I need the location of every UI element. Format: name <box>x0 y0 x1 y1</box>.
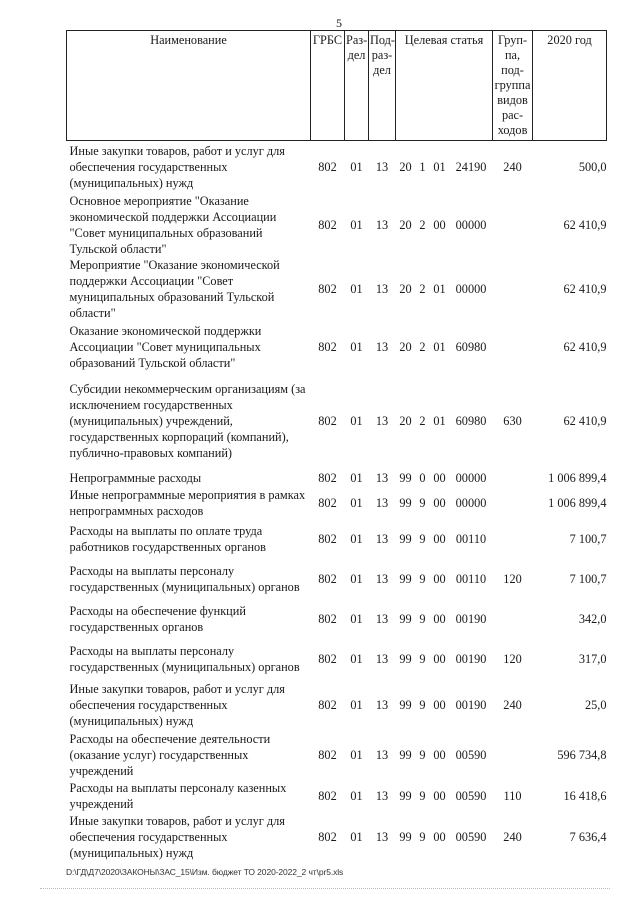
cell-expense-group <box>493 731 533 779</box>
cell-podrazdel: 13 <box>375 788 389 803</box>
cell-razdel: 01 <box>350 413 363 428</box>
cell-target-event: 00 <box>433 651 446 666</box>
cell-target-event: 01 <box>433 339 446 354</box>
cell-target-program: 20 <box>399 339 412 354</box>
header-razdel: Раз-дел <box>345 31 369 141</box>
cell-target-event: 01 <box>433 413 446 428</box>
cell-razdel: 01 <box>350 829 363 844</box>
cell-target-direction: 60980 <box>455 339 487 354</box>
cell-name: Субсидии некоммерческим организациям (за исключением государственных (муниципальных) учреждений, государственных корпораций (компаний), публично-правовых компаний) <box>69 381 306 460</box>
cell-target-direction: 00000 <box>455 495 487 510</box>
cell-podrazdel: 13 <box>375 159 389 174</box>
cell-expense-group: 240 <box>503 697 522 712</box>
cell-podrazdel: 13 <box>375 651 389 666</box>
cell-name: Мероприятие "Оказание экономической поддержки Ассоциации "Совет муниципальных образований Тульской области" <box>69 257 280 320</box>
cell-target-subprogram: 9 <box>419 531 426 546</box>
cell-target-direction: 24190 <box>455 159 487 174</box>
cell-target-event: 00 <box>433 611 446 626</box>
cell-target-event: 01 <box>433 281 446 296</box>
cell-target-program: 20 <box>399 413 412 428</box>
cell-target-direction: 00000 <box>455 217 487 232</box>
cell-name: Расходы на выплаты по оплате труда работников государственных органов <box>69 523 266 554</box>
cell-target-program: 99 <box>399 611 412 626</box>
cell-podrazdel: 13 <box>375 495 389 510</box>
cell-amount: 7 100,7 <box>569 531 607 546</box>
cell-grbs: 802 <box>318 651 337 666</box>
table-row <box>67 487 607 519</box>
cell-grbs: 802 <box>318 339 337 354</box>
cell-name: Расходы на выплаты персоналу государственных (муниципальных) органов <box>69 643 300 674</box>
cell-name: Расходы на обеспечение функций государственных органов <box>69 603 246 634</box>
cell-razdel: 01 <box>350 697 363 712</box>
cell-grbs: 802 <box>318 159 337 174</box>
table-row <box>67 469 607 487</box>
cell-podrazdel: 13 <box>375 747 389 762</box>
cell-podrazdel: 13 <box>375 281 389 296</box>
cell-podrazdel: 13 <box>375 339 389 354</box>
cell-amount: 62 410,9 <box>563 413 607 428</box>
budget-table <box>66 30 607 861</box>
cell-target-event: 00 <box>433 571 446 586</box>
cell-grbs: 802 <box>318 531 337 546</box>
cell-expense-group: 630 <box>503 413 522 428</box>
cell-expense-group: 120 <box>503 651 522 666</box>
header-podrazdel: Под-раз-дел <box>369 31 396 141</box>
cell-expense-group: 110 <box>503 788 522 803</box>
scan-artifact-line <box>40 888 610 889</box>
cell-target-program: 20 <box>399 281 412 296</box>
cell-podrazdel: 13 <box>375 571 389 586</box>
cell-expense-group <box>493 519 533 559</box>
cell-target-program: 99 <box>399 531 412 546</box>
cell-amount: 62 410,9 <box>563 339 607 354</box>
cell-target-subprogram: 9 <box>419 571 426 586</box>
cell-name: Основное мероприятие "Оказание экономической поддержки Ассоциации "Совет муниципальных образований Тульской области" <box>69 193 277 256</box>
cell-target-event: 00 <box>433 747 446 762</box>
table-row <box>67 559 607 599</box>
page-number: 5 <box>336 16 342 30</box>
table-row <box>67 141 607 193</box>
header-expense-group: Груп-па, под-группа видов рас-ходов <box>493 31 533 141</box>
cell-razdel: 01 <box>350 788 363 803</box>
cell-target-event: 00 <box>433 788 446 803</box>
cell-amount: 25,0 <box>585 697 607 712</box>
cell-target-direction: 60980 <box>455 413 487 428</box>
cell-name: Иные закупки товаров, работ и услуг для обеспечения государственных (муниципальных) нужд <box>69 143 285 190</box>
cell-target-subprogram: 9 <box>419 788 426 803</box>
cell-target-program: 99 <box>399 788 412 803</box>
cell-razdel: 01 <box>350 217 363 232</box>
cell-target-program: 99 <box>399 651 412 666</box>
cell-podrazdel: 13 <box>375 531 389 546</box>
cell-name: Иные закупки товаров, работ и услуг для обеспечения государственных (муниципальных) нужд <box>69 813 285 860</box>
table-row <box>67 779 607 813</box>
cell-target-subprogram: 9 <box>419 611 426 626</box>
cell-expense-group: 240 <box>503 159 522 174</box>
cell-expense-group <box>493 257 533 321</box>
cell-amount: 500,0 <box>578 159 607 174</box>
cell-expense-group <box>493 599 533 639</box>
cell-target-program: 99 <box>399 829 412 844</box>
cell-target-program: 20 <box>399 217 412 232</box>
cell-razdel: 01 <box>350 495 363 510</box>
table-row <box>67 639 607 679</box>
cell-name: Иные закупки товаров, работ и услуг для обеспечения государственных (муниципальных) нужд <box>69 681 285 728</box>
cell-name: Расходы на обеспечение деятельности (оказание услуг) государственных учреждений <box>69 731 271 778</box>
cell-target-subprogram: 9 <box>419 747 426 762</box>
cell-name: Расходы на выплаты персоналу казенных учреждений <box>69 780 287 811</box>
cell-target-direction: 00190 <box>455 651 487 666</box>
header-year-2020: 2020 год <box>533 31 607 141</box>
cell-podrazdel: 13 <box>375 697 389 712</box>
cell-target-direction: 00000 <box>455 470 487 485</box>
cell-amount: 596 734,8 <box>557 747 607 762</box>
cell-expense-group <box>493 469 533 487</box>
cell-grbs: 802 <box>318 413 337 428</box>
cell-amount: 62 410,9 <box>563 281 607 296</box>
cell-grbs: 802 <box>318 788 337 803</box>
cell-razdel: 01 <box>350 281 363 296</box>
cell-amount: 16 418,6 <box>563 788 607 803</box>
cell-target-event: 00 <box>433 829 446 844</box>
cell-target-direction: 00590 <box>455 788 487 803</box>
table-header-row <box>67 31 607 141</box>
cell-target-direction: 00190 <box>455 611 487 626</box>
cell-amount: 317,0 <box>578 651 607 666</box>
cell-razdel: 01 <box>350 611 363 626</box>
table-row <box>67 599 607 639</box>
cell-razdel: 01 <box>350 159 363 174</box>
cell-razdel: 01 <box>350 470 363 485</box>
cell-target-subprogram: 0 <box>419 470 426 485</box>
cell-target-subprogram: 2 <box>419 339 426 354</box>
cell-grbs: 802 <box>318 697 337 712</box>
cell-razdel: 01 <box>350 531 363 546</box>
cell-expense-group <box>493 487 533 519</box>
cell-target-direction: 00110 <box>455 531 487 546</box>
cell-target-program: 99 <box>399 747 412 762</box>
cell-target-direction: 00590 <box>455 747 487 762</box>
cell-target-event: 00 <box>433 697 446 712</box>
cell-target-subprogram: 9 <box>419 495 426 510</box>
cell-target-subprogram: 9 <box>419 829 426 844</box>
header-name: Наименование <box>67 31 311 141</box>
cell-expense-group: 120 <box>503 571 522 586</box>
cell-target-direction: 00110 <box>455 571 487 586</box>
cell-target-event: 00 <box>433 531 446 546</box>
table-row <box>67 519 607 559</box>
cell-podrazdel: 13 <box>375 611 389 626</box>
cell-amount: 62 410,9 <box>563 217 607 232</box>
table-row <box>67 193 607 257</box>
header-grbs: ГРБС <box>311 31 345 141</box>
cell-razdel: 01 <box>350 571 363 586</box>
cell-target-program: 99 <box>399 495 412 510</box>
cell-name: Иные непрограммные мероприятия в рамках непрограммных расходов <box>69 487 306 518</box>
cell-amount: 342,0 <box>578 611 607 626</box>
cell-grbs: 802 <box>318 470 337 485</box>
table-row <box>67 321 607 373</box>
cell-target-event: 00 <box>433 470 446 485</box>
cell-grbs: 802 <box>318 829 337 844</box>
cell-target-direction: 00190 <box>455 697 487 712</box>
cell-grbs: 802 <box>318 747 337 762</box>
file-path-footer: D:\ГД\Д7\2020\ЗАКОНЫ\ЗАС_15\Изм. бюджет ТО 2020-2022_2 чт\pr5.xls <box>66 867 344 877</box>
cell-target-subprogram: 9 <box>419 697 426 712</box>
cell-grbs: 802 <box>318 611 337 626</box>
cell-target-program: 20 <box>399 159 412 174</box>
cell-name: Расходы на выплаты персоналу государственных (муниципальных) органов <box>69 563 300 594</box>
table-row <box>67 373 607 469</box>
cell-expense-group <box>493 193 533 257</box>
cell-grbs: 802 <box>318 495 337 510</box>
cell-target-subprogram: 2 <box>419 413 426 428</box>
cell-name: Оказание экономической поддержки Ассоциации "Совет муниципальных образований Тульской области" <box>69 323 262 370</box>
header-target-article: Целевая статья <box>396 31 493 141</box>
cell-target-subprogram: 2 <box>419 281 426 296</box>
cell-expense-group <box>493 321 533 373</box>
cell-grbs: 802 <box>318 571 337 586</box>
cell-target-program: 99 <box>399 470 412 485</box>
cell-target-program: 99 <box>399 697 412 712</box>
cell-podrazdel: 13 <box>375 470 389 485</box>
cell-amount: 7 100,7 <box>569 571 607 586</box>
cell-target-event: 00 <box>433 495 446 510</box>
cell-amount: 1 006 899,4 <box>548 495 607 510</box>
cell-target-direction: 00000 <box>455 281 487 296</box>
cell-target-event: 00 <box>433 217 446 232</box>
cell-podrazdel: 13 <box>375 829 389 844</box>
cell-amount: 1 006 899,4 <box>548 470 607 485</box>
cell-grbs: 802 <box>318 281 337 296</box>
cell-target-subprogram: 1 <box>419 159 426 174</box>
cell-target-subprogram: 9 <box>419 651 426 666</box>
cell-razdel: 01 <box>350 339 363 354</box>
table-row <box>67 257 607 321</box>
cell-target-direction: 00590 <box>455 829 487 844</box>
cell-name: Непрограммные расходы <box>69 470 202 485</box>
cell-podrazdel: 13 <box>375 217 389 232</box>
cell-expense-group: 240 <box>503 829 522 844</box>
table-row <box>67 679 607 731</box>
table-row <box>67 813 607 861</box>
cell-target-program: 99 <box>399 571 412 586</box>
cell-razdel: 01 <box>350 651 363 666</box>
cell-razdel: 01 <box>350 747 363 762</box>
table-row <box>67 731 607 779</box>
cell-grbs: 802 <box>318 217 337 232</box>
cell-target-event: 01 <box>433 159 446 174</box>
cell-target-subprogram: 2 <box>419 217 426 232</box>
cell-podrazdel: 13 <box>375 413 389 428</box>
table-body <box>67 141 607 861</box>
cell-amount: 7 636,4 <box>569 829 607 844</box>
